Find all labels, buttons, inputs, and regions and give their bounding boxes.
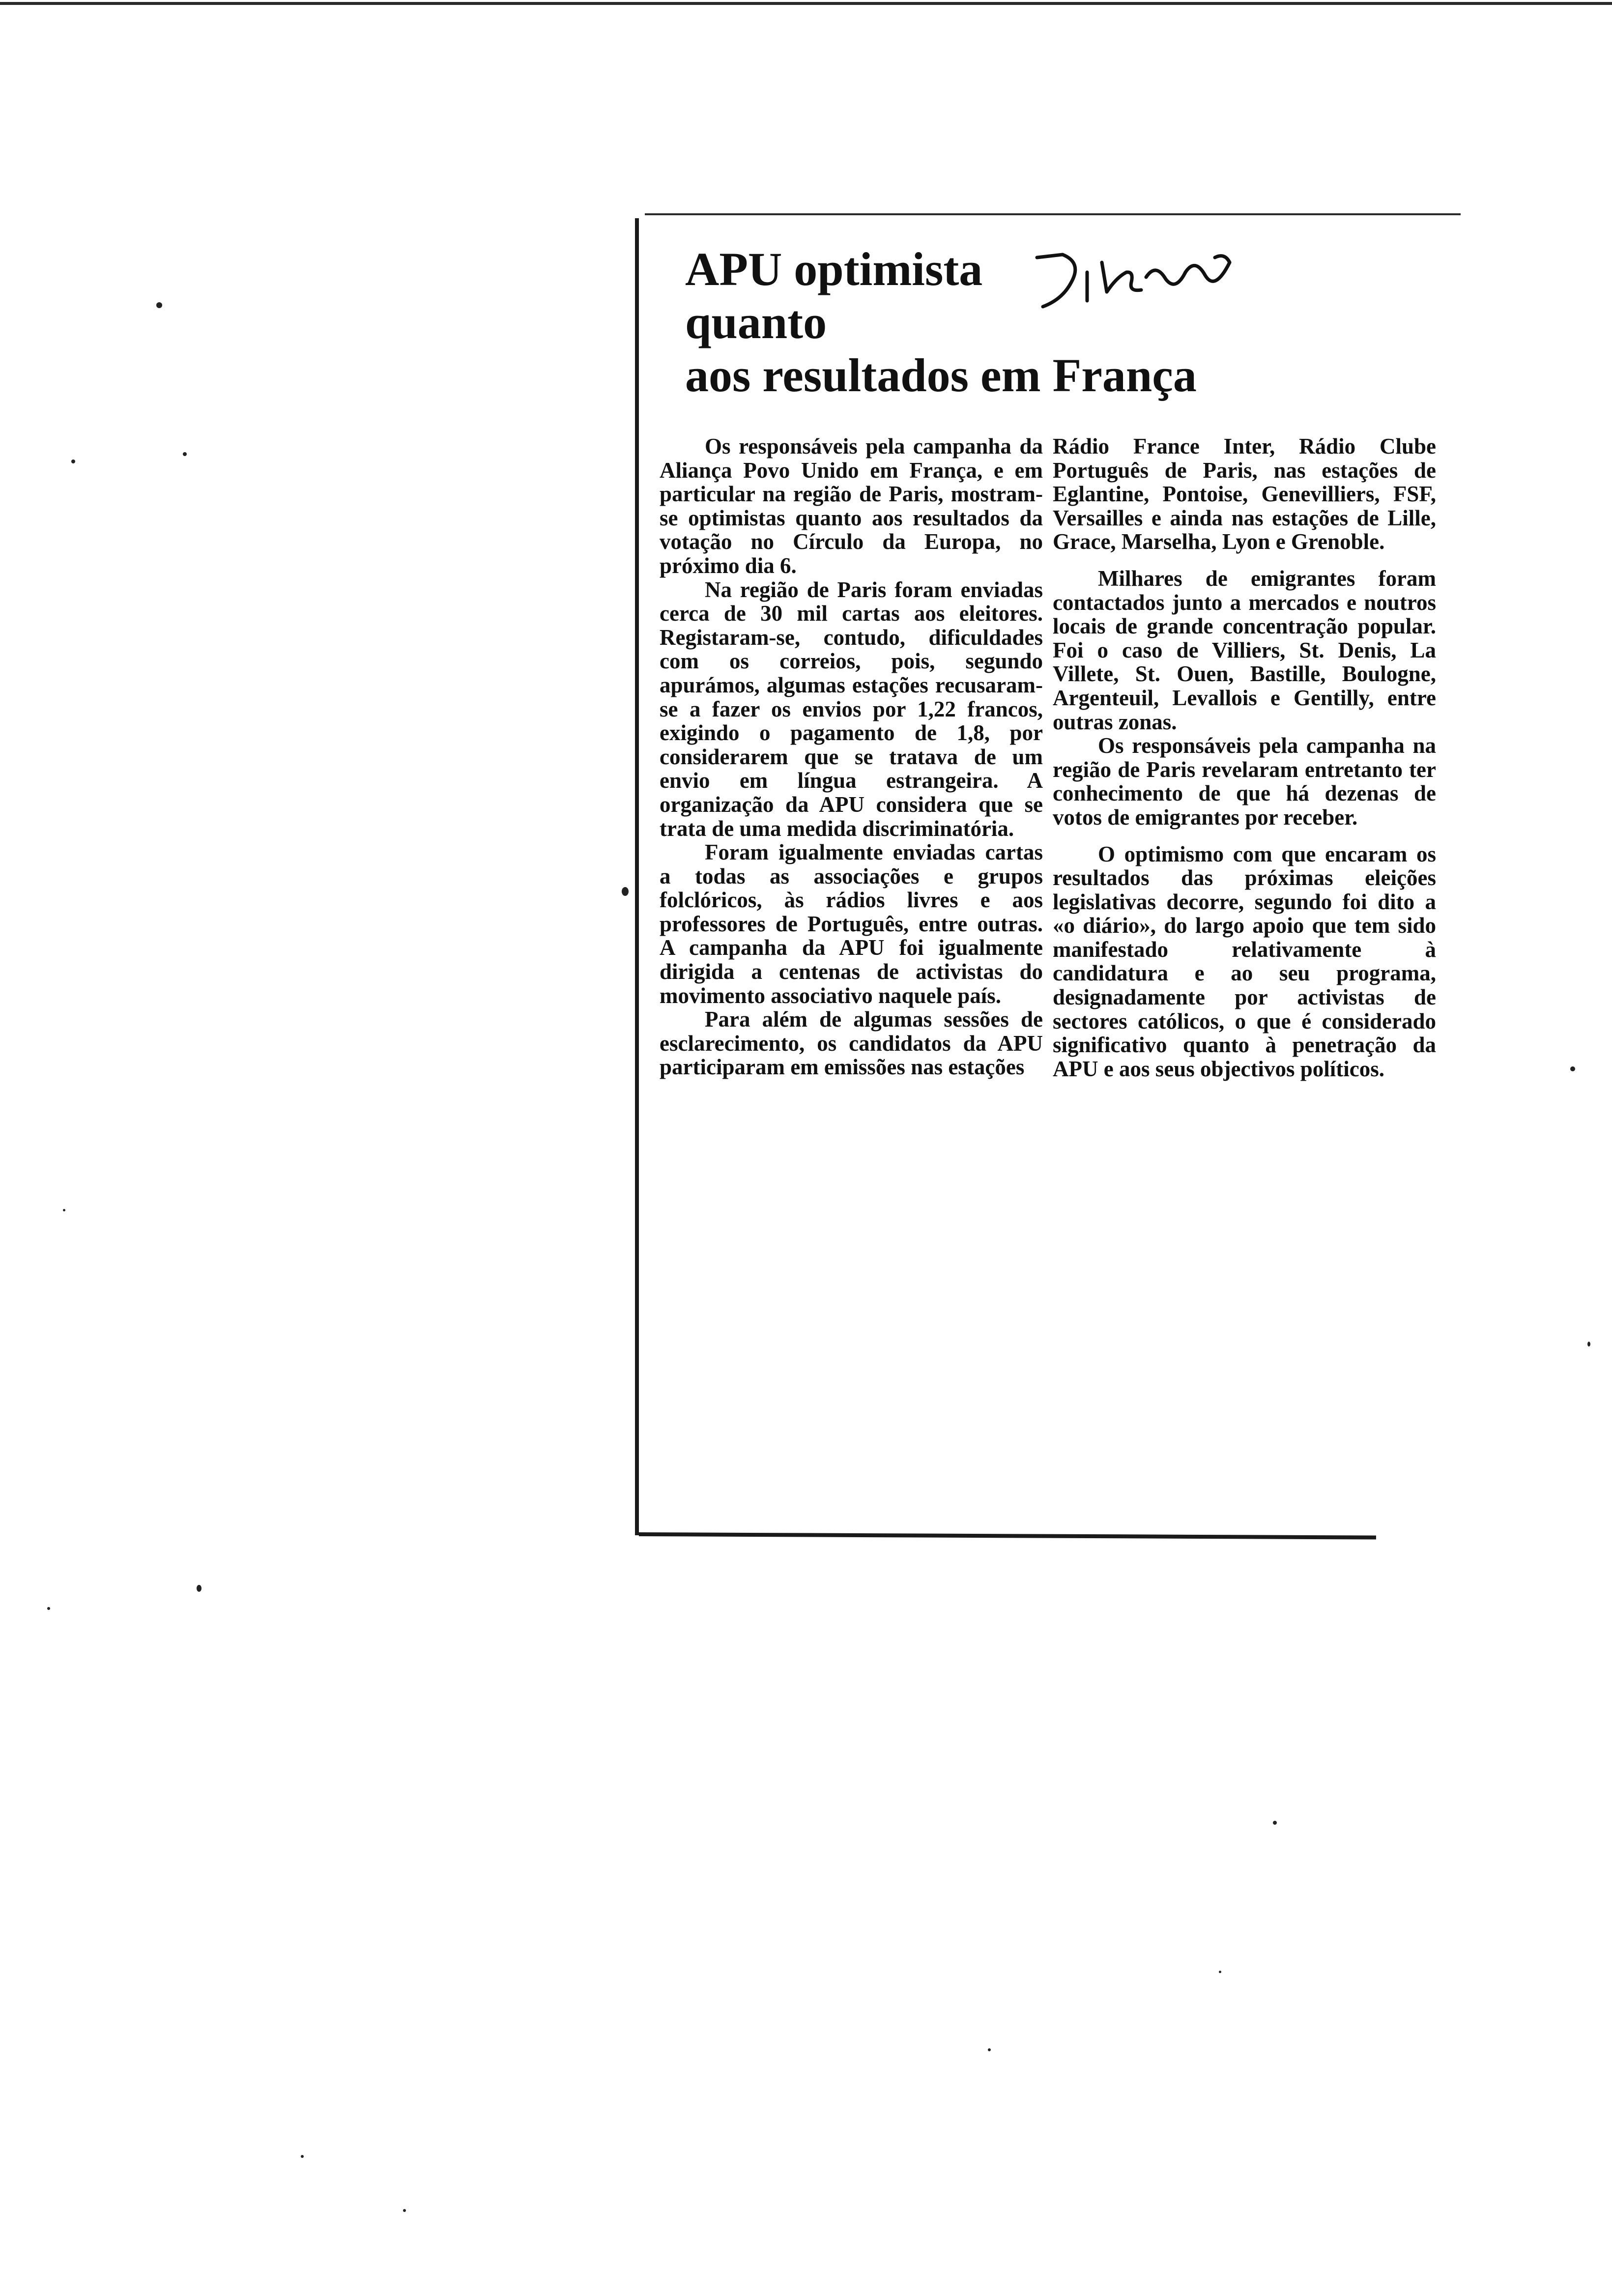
headline-line-3: aos resultados em França <box>685 349 1197 402</box>
article-paragraph: O optimismo com que encaram os resultados das próximas eleições legislativas decorre, segundo foi dito a «o diário», do largo apoio que tem sido manifestado relativamente à candidatura e ao seu programa, designadamente por activistas de sectores católicos, o que é considerado significativo quanto à penetração da APU e aos seus objectivos políticos. <box>1053 841 1436 1081</box>
scan-speck <box>156 302 162 308</box>
newspaper-clipping <box>635 213 1462 1544</box>
scan-speck <box>71 459 75 463</box>
scan-speck <box>988 2048 991 2051</box>
article-paragraph: Os responsáveis pela campanha na região de Paris revelaram entretanto ter conhecimento de que há dezenas de votos de emigrantes por receber. <box>1053 733 1436 830</box>
article-paragraph: Foram igualmente enviadas cartas a todas as associações e grupos folclóricos, às rádios livres e aos professores de Português, entre outras. A campanha da APU foi igualmente dirigida a centenas de activistas do movimento associativo naquele país. <box>660 840 1043 1008</box>
article-column-right <box>1053 434 1436 1081</box>
headline-line-2: quanto <box>685 296 827 348</box>
scan-speck <box>1570 1066 1575 1071</box>
scan-speck <box>47 1607 50 1610</box>
scan-speck <box>403 2209 406 2212</box>
scan-speck <box>1273 1821 1277 1825</box>
scan-speck <box>622 887 629 896</box>
scan-speck <box>1219 1971 1221 1973</box>
clipping-top-edge <box>645 213 1461 215</box>
article-paragraph: Rádio France Inter, Rádio Clube Português de Paris, nas estações de Eglantine, Pontoise, Genevilliers, FSF, Versailles e ainda nas estações de Lille, Grace, Marselha, Lyon e Grenoble. <box>1053 434 1436 554</box>
article-column-left <box>660 434 1043 1079</box>
scan-top-edge <box>0 2 1612 5</box>
scan-speck <box>1587 1342 1590 1347</box>
article-paragraph: Os responsáveis pela campanha da Aliança Povo Unido em França, e em particular na região de Paris, mostram-se optimistas quanto aos resultados da votação no Círculo da Europa, no próximo dia 6. <box>660 434 1043 578</box>
handwritten-annotation <box>1028 243 1235 316</box>
headline-line-1: APU optimista <box>685 243 983 295</box>
scan-speck <box>63 1209 65 1211</box>
scan-speck <box>301 2155 304 2158</box>
article-paragraph: Na região de Paris foram enviadas cerca de 30 mil cartas aos eleitores. Registaram-se, contudo, dificuldades com os correios, pois, segundo apurámos, algumas estações recusaram-se a fazer os envios por 1,22 francos, exigindo o pagamento de 1,8, por considerarem que se tratava de um envio em língua estrangeira. A organização da APU considera que se trata de uma medida discriminatória. <box>660 577 1043 841</box>
clipping-left-edge <box>635 218 639 1535</box>
article-paragraph: Para além de algumas sessões de esclarecimento, os candidatos da APU participaram em emissões nas estações <box>660 1007 1043 1080</box>
article-paragraph: Milhares de emigrantes foram contactados junto a mercados e noutros locais de grande concentração popular. Foi o caso de Villiers, St. Denis, La Villete, St. Ouen, Bastille, Boulogne, Argenteuil, Levallois e Gentilly, entre outras zonas. <box>1053 566 1436 734</box>
scan-speck <box>197 1585 202 1592</box>
clipping-bottom-edge <box>639 1532 1376 1540</box>
scan-speck <box>183 452 187 456</box>
